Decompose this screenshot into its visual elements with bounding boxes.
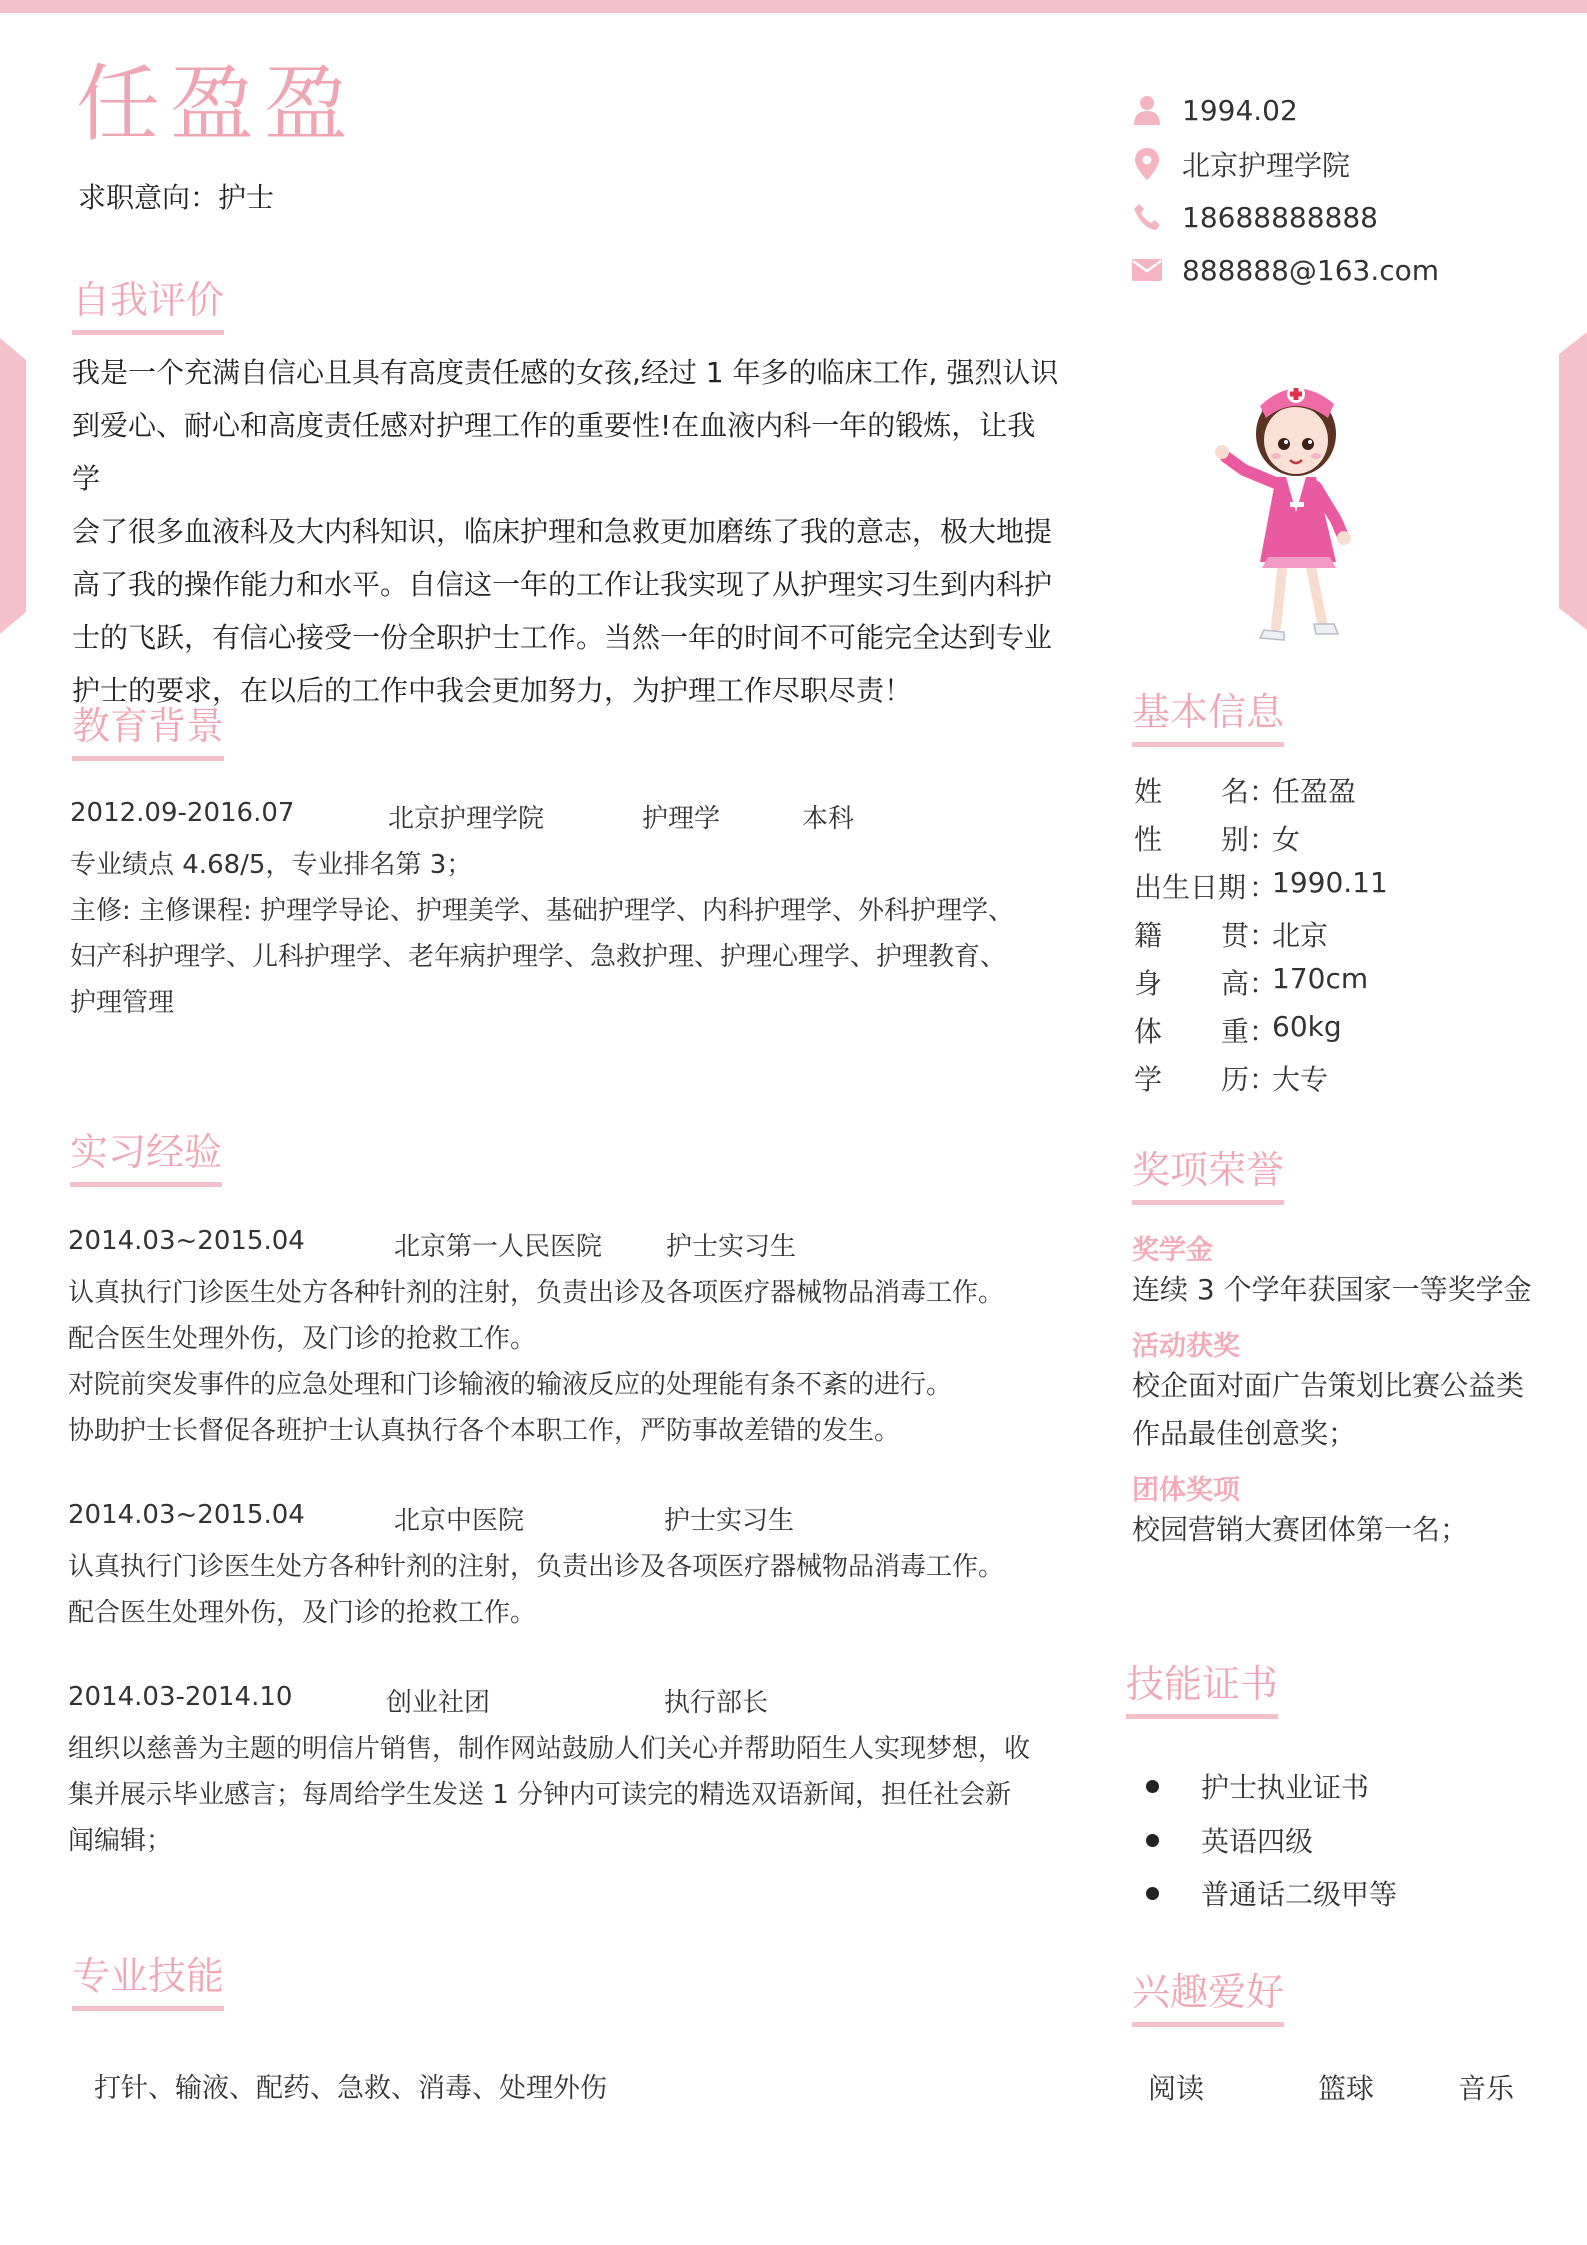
award-heading: 团体奖项 [1132,1475,1240,1506]
info-label: 性 别 [1134,823,1249,856]
job-intent: 求职意向：护士 [78,181,275,214]
person-icon [1124,95,1170,125]
info-row-birthdate: 出生日期 ： 1990.11 [1134,866,1388,904]
email-value: 888888@163.com [1182,253,1440,287]
award-text: 连续 3 个学年获国家一等奖学金 [1132,1273,1532,1306]
info-label: 籍 贯 [1134,919,1249,952]
section-title-self-eval: 自我评价 [72,278,224,335]
birth-value: 1994.02 [1182,93,1298,127]
education-degree: 本科 [802,804,855,834]
internship-role: 护士实习生 [666,1232,797,1262]
right-side-ribbon [1559,332,1587,630]
self-eval-line: 士的飞跃，有信心接受一份全职护士工作。当然一年的时间不可能完全达到专业 [72,621,1053,654]
self-eval-line: 到爱心、耐心和高度责任感对护理工作的重要性!在血液内科一年的锻炼，让我学 [72,409,1036,495]
contact-email [1124,250,1564,290]
phone-value: 18688888888 [1182,200,1378,234]
section-title-education: 教育背景 [72,704,224,761]
section-title-internship: 实习经验 [70,1130,222,1187]
info-row-height: 身 高 ： 170cm [1134,962,1369,1000]
internship-line: 协助护士长督促各班护士认真执行各个本职工作，严防事故差错的发生。 [68,1416,901,1446]
cert-item: 护士执业证书 [1146,1766,1369,1806]
internship-period: 2014.03-2014.10 [68,1682,293,1712]
internship-period: 2014.03~2015.04 [68,1226,305,1256]
school-value: 北京护理学院 [1182,149,1351,182]
internship-line: 认真执行门诊医生处方各种针剂的注射，负责出诊及各项医疗器械物品消毒工作。 [68,1278,1005,1308]
hobby-item: 音乐 [1458,2072,1515,2105]
info-row-hometown: 籍 贯 ： 北京 [1134,914,1534,954]
education-school: 北京护理学院 [388,804,545,834]
info-row-name: 姓 名 ： 任盈盈 [1134,770,1534,810]
education-line: 专业绩点 4.68/5，专业排名第 3； [70,850,473,880]
award-heading: 奖学金 [1132,1235,1213,1266]
internship-line: 配合医生处理外伤，及门诊的抢救工作。 [68,1324,537,1354]
info-row-gender: 性 别 ： 女 [1134,818,1534,858]
bullet-icon [1146,1834,1159,1847]
internship-period: 2014.03~2015.04 [68,1500,305,1530]
info-row-weight: 体 重 ： 60kg [1134,1010,1342,1048]
info-label: 体 重 [1134,1015,1249,1048]
internship-role: 执行部长 [664,1688,769,1718]
contact-school [1124,144,1564,184]
internship-line: 配合医生处理外伤，及门诊的抢救工作。 [68,1598,537,1628]
internship-line: 闻编辑； [68,1826,173,1856]
contact-birth [1124,90,1564,130]
self-eval-paragraph [72,346,1062,717]
self-eval-line: 我是一个充满自信心且具有高度责任感的女孩,经过 1 年多的临床工作, 强烈认识 [72,356,1059,389]
contact-phone [1124,197,1564,237]
internship-org: 北京中医院 [394,1506,525,1536]
hobby-item: 阅读 [1148,2072,1205,2105]
self-eval-line: 护士的要求，在以后的工作中我会更加努力，为护理工作尽职尽责！ [72,674,913,707]
mail-icon [1124,259,1170,281]
location-pin-icon [1124,148,1170,180]
info-value: 大专 [1272,1063,1329,1096]
award-text: 校企面对面广告策划比赛公益类作品最佳创意奖； [1132,1369,1525,1450]
section-title-hobbies: 兴趣爱好 [1132,1970,1284,2027]
internship-role: 护士实习生 [664,1506,795,1536]
internship-line: 对院前突发事件的应急处理和门诊输液的输液反应的处理能有条不紊的进行。 [68,1370,953,1400]
award-heading: 活动获奖 [1132,1331,1240,1362]
internship-org: 创业社团 [386,1688,491,1718]
internship-line: 集并展示毕业感言；每周给学生发送 1 分钟内可读完的精选双语新闻，担任社会新 [68,1780,1012,1810]
info-label: 姓 名 [1134,775,1249,808]
info-value: 任盈盈 [1272,775,1357,808]
section-title-awards: 奖项荣誉 [1132,1148,1284,1205]
candidate-name: 任盈盈 [76,55,359,153]
education-line: 主修: 主修课程: 护理学导论、护理美学、基础护理学、内科护理学、外科护理学、 [70,896,1015,926]
section-title-basic-info: 基本信息 [1132,690,1284,747]
self-eval-line: 高了我的操作能力和水平。自信这一年的工作让我实现了从护理实习生到内科护 [72,568,1053,601]
internship-org: 北京第一人民医院 [394,1232,603,1262]
award-text: 校园营销大赛团体第一名； [1132,1513,1469,1546]
left-side-ribbon [0,338,26,634]
cert-item: 普通话二级甲等 [1146,1873,1397,1913]
cert-item: 英语四级 [1146,1820,1313,1860]
phone-icon [1124,203,1170,231]
section-title-skills: 专业技能 [72,1954,224,2011]
internship-line: 认真执行门诊医生处方各种针剂的注射，负责出诊及各项医疗器械物品消毒工作。 [68,1552,1005,1582]
info-value: 170cm [1272,962,1369,995]
info-value: 女 [1272,823,1301,856]
info-value: 北京 [1272,919,1329,952]
skills-text: 打针、输液、配药、急救、消毒、处理外伤 [94,2073,607,2104]
education-line: 护理管理 [70,988,175,1018]
bullet-icon [1146,1887,1159,1900]
info-label: 身 高 [1134,967,1249,1000]
info-value: 60kg [1272,1010,1342,1043]
education-period: 2012.09-2016.07 [70,798,295,828]
education-line: 妇产科护理学、儿科护理学、老年病护理学、急救护理、护理心理学、护理教育、 [70,942,1007,972]
info-value: 1990.11 [1272,866,1388,899]
info-label: 学 历 [1134,1063,1249,1096]
internship-line: 组织以慈善为主题的明信片销售，制作网站鼓励人们关心并帮助陌生人实现梦想，收 [68,1734,1031,1764]
bullet-icon [1146,1780,1159,1793]
hobby-item: 篮球 [1318,2072,1375,2105]
self-eval-line: 会了很多血液科及大内科知识，临床护理和急救更加磨练了我的意志，极大地提 [72,515,1053,548]
education-major: 护理学 [642,804,721,834]
info-row-education: 学 历 ： 大专 [1134,1058,1534,1098]
info-label: 出生日期 [1134,871,1247,904]
section-title-certs: 技能证书 [1126,1662,1278,1719]
nurse-illustration [1204,352,1374,652]
top-accent-bar [0,0,1587,13]
